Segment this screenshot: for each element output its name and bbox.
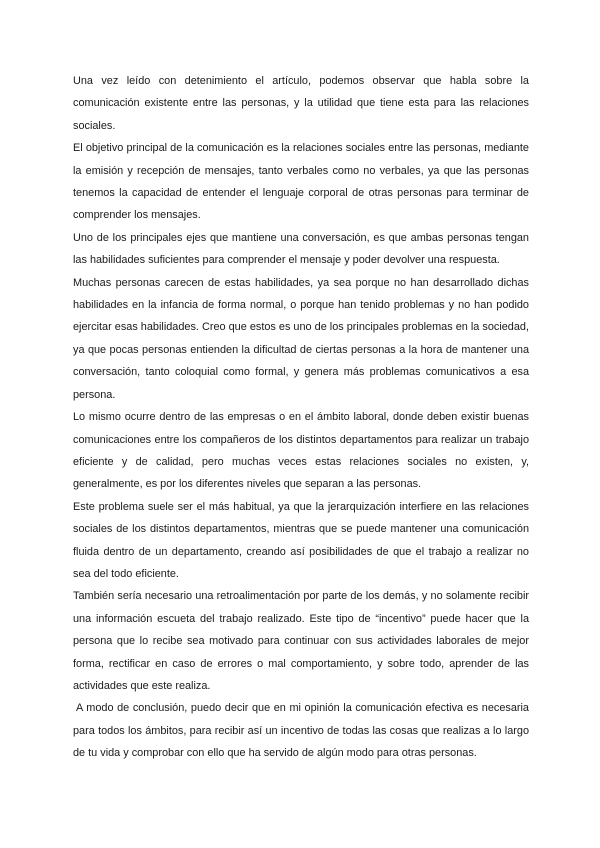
- paragraph-5: Lo mismo ocurre dentro de las empresas o en el ámbito laboral, donde deben existir buenas comunicaciones entre los compañeros de los distintos departamentos para realizar un trabajo eficiente y de calidad, pero muchas veces estas relaciones sociales no existen, y, generalmente, es por los diferentes niveles que separan a las personas.: [73, 411, 529, 491]
- paragraph-1: Una vez leído con detenimiento el artículo, podemos observar que habla sobre la comunicación existente entre las personas, y la utilidad que tiene esta para las relaciones sociales.: [73, 75, 529, 132]
- paragraph-2: El objetivo principal de la comunicación es la relaciones sociales entre las personas, mediante la emisión y recepción de mensajes, tanto verbales como no verbales, ya que las personas tenemos la capacidad de entender el lenguaje corporal de otras personas para terminar de comprender los mensajes.: [73, 142, 529, 222]
- paragraph-3: Uno de los principales ejes que mantiene una conversación, es que ambas personas tengan las habilidades suficientes para comprender el mensaje y poder devolver una respuesta.: [73, 231, 529, 267]
- paragraph-8: A modo de conclusión, puedo decir que en mi opinión la comunicación efectiva es necesaria para todos los ámbitos, para recibir así un incentivo de todas las cosas que realizas a lo largo de tu vida y comprobar con ello que ha servido de algún modo para otras personas.: [73, 702, 529, 760]
- paragraph-7: También sería necesario una retroalimentación por parte de los demás, y no solamente recibir una información escueta del trabajo realizado. Este tipo de “incentivo” puede hacer que la persona que lo recibe sea motivado para continuar con sus actividades laborales de mejor forma, rectificar en caso de errores o mal comportamiento, y sobre todo, aprender de las actividades que este realiza.: [73, 590, 529, 692]
- document-body: [73, 70, 529, 765]
- paragraph-4: Muchas personas carecen de estas habilidades, ya sea porque no han desarrollado dichas habilidades en la infancia de forma normal, o porque han tenido problemas y no han podido ejercitar esas habilidades. Creo que estos es uno de los principales problemas en la sociedad, ya que pocas personas entienden la dificultad de ciertas personas a la hora de mantener una conversación, tanto coloquial como formal, y genera más problemas comunicativos a esa persona.: [73, 276, 529, 401]
- paragraph-6: Este problema suele ser el más habitual, ya que la jerarquización interfiere en las relaciones sociales de los distintos departamentos, mientras que se puede mantener una comunicación fluida dentro de un departamento, creando así posibilidades de que el trabajo a realizar no sea del todo eficiente.: [73, 500, 529, 580]
